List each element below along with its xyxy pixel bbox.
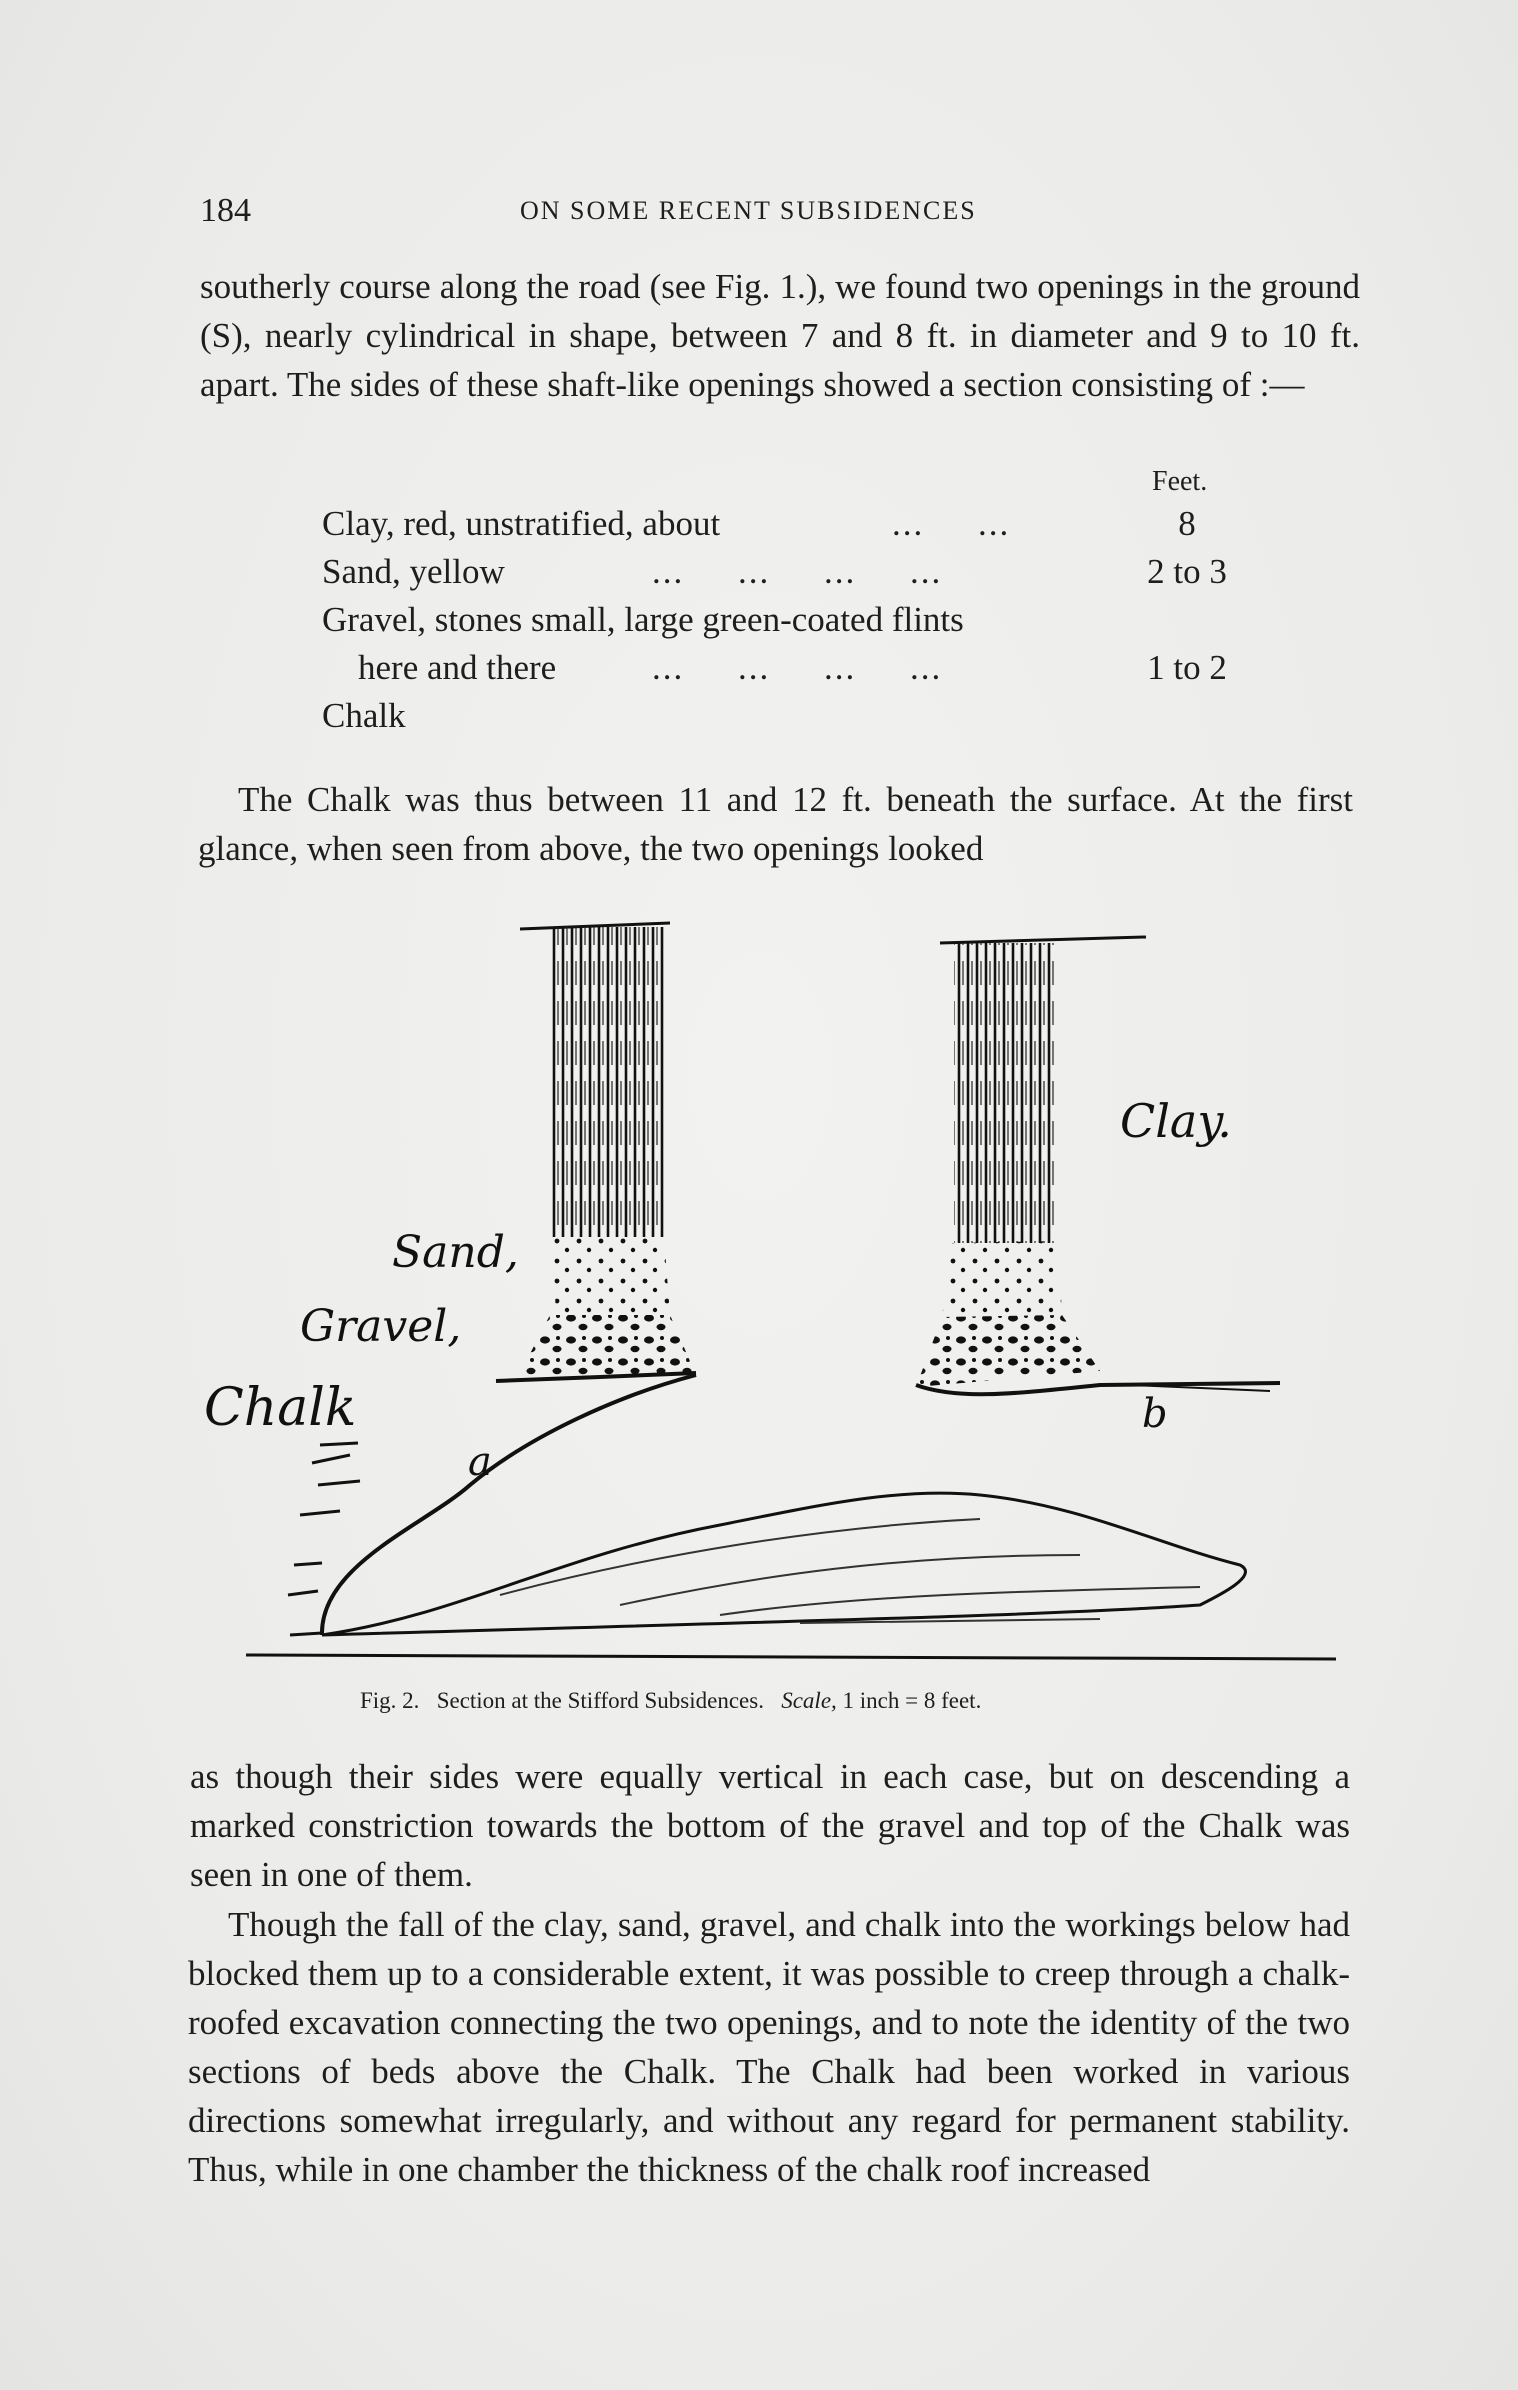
paragraph-chalk-depth: The Chalk was thus between 11 and 12 ft. beneath the surface. At the first glance, when seen from above, the two openings looked — [198, 780, 1353, 868]
feet-header: Feet. — [1152, 466, 1208, 497]
left-shaft — [496, 923, 696, 1381]
ground-surface-right — [940, 937, 1146, 943]
right-shaft — [916, 937, 1280, 1394]
label-b: b — [1142, 1391, 1168, 1437]
running-head — [200, 192, 1350, 242]
floor-line — [246, 1655, 1336, 1659]
gravel-layer-left — [518, 1315, 696, 1377]
figure-scale-label: Scale, — [781, 1688, 837, 1713]
chalk-hachure-base — [290, 1633, 322, 1635]
section-row-clay — [322, 504, 1242, 552]
stratum-thickness: 2 to 3 — [1147, 552, 1227, 591]
stratum-name: Gravel, stones small, large green-coated flints — [322, 600, 964, 639]
figure-scale-value: 1 inch = 8 feet. — [842, 1688, 982, 1713]
clay-layer-right — [954, 943, 1056, 1243]
sand-layer-left — [552, 1237, 670, 1315]
dot-leaders: ... ... — [892, 504, 1011, 543]
label-a: a — [468, 1439, 492, 1485]
paragraph-excavation: Though the fall of the clay, sand, gravel, and chalk into the workings below had blocked them up to a considerable extent, it was possible to creep through a chalk-roofed excavation connecting the two openings, and to note the identity of the two sections of beds above the Chalk. The Chalk had been worked in various directions somewhat irregularly, and without any regard for permanent stability. Thus, while in one chamber the thickness of the chalk roof increased — [188, 1905, 1350, 2189]
section-row-sand — [322, 552, 1242, 600]
figure-caption — [360, 1688, 981, 1714]
gravel-layer-right — [916, 1315, 1100, 1387]
section-row-gravel — [322, 600, 1242, 648]
label-clay: Clay. — [1120, 1094, 1232, 1148]
label-sand: Sand, — [392, 1227, 519, 1278]
paragraph-openings: southerly course along the road (see Fig. 1.), we found two openings in the ground (S), nearly cylindrical in shape, between 7 and 8 ft. in diameter and 9 to 10 ft. apart. The sides of these shaft-like openings showed a section consisting of :— — [200, 267, 1360, 404]
stratum-thickness: 1 to 2 — [1147, 648, 1227, 687]
section-row-chalk — [322, 696, 1242, 744]
sand-layer-right — [942, 1241, 1062, 1317]
debris-heap-lines — [500, 1519, 1200, 1623]
paragraph-constriction: as though their sides were equally vertical in each case, but on descending a marked constriction towards the bottom of the gravel and top of the Chalk was seen in one of them. — [190, 1757, 1350, 1894]
dot-leaders: ... ... ... ... — [652, 648, 943, 687]
figure-section-drawing — [200, 915, 1350, 1685]
label-chalk: Chalk — [204, 1378, 357, 1438]
section-row-gravel-cont — [322, 648, 1242, 696]
stratum-name: Clay, red, unstratified, about — [322, 504, 721, 543]
section-sketch — [200, 915, 1350, 1685]
clay-layer-left — [552, 927, 664, 1237]
debris-heap — [322, 1493, 1245, 1635]
stratum-thickness: 8 — [1178, 504, 1196, 543]
stratum-name: here and there — [358, 648, 557, 687]
page-number: 184 — [200, 192, 251, 229]
chalk-roof-curve-a — [322, 1375, 696, 1635]
figure-number: Fig. 2. — [360, 1688, 420, 1713]
dot-leaders: ... ... ... ... — [652, 552, 943, 591]
running-title: ON SOME RECENT SUBSIDENCES — [520, 196, 977, 225]
stratum-name: Sand, yellow — [322, 552, 505, 591]
stratum-name: Chalk — [322, 696, 406, 735]
label-gravel: Gravel, — [300, 1301, 462, 1352]
figure-caption-text: Section at the Stifford Subsidences. — [436, 1688, 764, 1713]
